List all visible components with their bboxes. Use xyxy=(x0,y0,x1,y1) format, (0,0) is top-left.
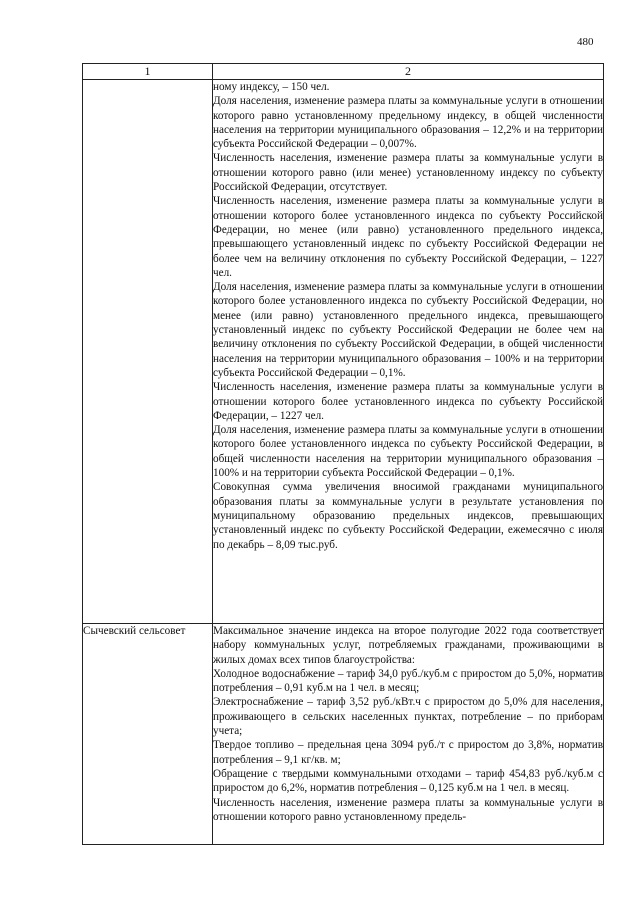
table-row xyxy=(83,80,604,624)
paragraph: Доля населения, изменение размера платы за коммунальные услуги в отношении которого более установленного индекса по субъекту Российской Федерации, в общей численности населения на территории муниципального образования – 100% и на территории субъекта Российской Федерации – 0,1%. xyxy=(213,424,603,480)
paragraph: Обращение с твердыми коммунальными отходами – тариф 454,83 руб./куб.м с приростом до 6,2%, норматив потребления – 0,125 куб.м на 1 чел. в месяц. xyxy=(213,767,603,795)
paragraph: Твердое топливо – предельная цена 3094 руб./т с приростом до 3,8%, норматив потребления – 9,1 кг/кв. м; xyxy=(213,739,603,766)
description-cell xyxy=(213,80,604,624)
municipality-name-cell xyxy=(83,80,213,624)
table-header-row xyxy=(83,64,604,80)
document-table xyxy=(82,63,604,845)
paragraph: Доля населения, изменение размера платы за коммунальные услуги в отношении которого равно установленному предельному индексу, в общей численности населения на территории муниципального образования – 12,2% и на территории субъекта Российской Федерации – 0,007%. xyxy=(213,95,603,151)
paragraph: Максимальное значение индекса на второе полугодие 2022 года соответствует набору коммунальных услуг, потребляемых гражданами, проживающими в жилых домах всех типов благоустройства: xyxy=(213,625,603,666)
paragraph: Электроснабжение – тариф 3,52 руб./кВт.ч с приростом до 5,0% для населения, проживающего в сельских населенных пунктах, потребление – по приборам учета; xyxy=(213,696,603,738)
municipality-name-cell: Сычевский сельсовет xyxy=(83,624,213,845)
page-number: 480 xyxy=(577,36,594,48)
paragraph: Численность населения, изменение размера платы за коммунальные услуги в отношении которого более установленного индекса по субъекту Российской Федерации, – 1227 чел. xyxy=(213,381,603,422)
paragraph: Холодное водоснабжение – тариф 34,0 руб./куб.м с приростом до 5,0%, норматив потребления – 0,91 куб.м на 1 чел. в месяц; xyxy=(213,667,603,695)
table-row xyxy=(83,624,604,845)
column-header-2: 2 xyxy=(213,64,604,80)
column-header-1: 1 xyxy=(83,64,213,80)
paragraph: Численность населения, изменение размера платы за коммунальные услуги в отношении которого более установленного индекса по субъекту Российской Федерации, но менее (или равно) установленного предельного индекса, превышающего установленный индекс по субъекту Российской Федерации не более чем на величину отклонения по субъекту Российской Федерации, – 1227 чел. xyxy=(213,195,603,279)
description-cell xyxy=(213,624,604,845)
paragraph: Доля населения, изменение размера платы за коммунальные услуги в отношении которого более установленного индекса по субъекту Российской Федерации, но менее (или равно) установленного предельного индекса, превышающего установленный индекс по субъекту Российской Федерации не более чем на величину отклонения по субъекту Российской Федерации, в общей численности населения на территории муниципального образования – 100% и на территории субъекта Российской Федерации – 0,1%. xyxy=(213,281,603,379)
paragraph: Численность населения, изменение размера платы за коммунальные услуги в отношении которого равно установленному предель- xyxy=(213,796,603,823)
paragraph: ному индексу, – 150 чел. xyxy=(213,81,330,93)
paragraph: Совокупная сумма увеличения вносимой гражданами муниципального образования платы за коммунальные услуги в результате установления по муниципальному образованию предельных индексов, превышающих установленный индекс по субъекту Российской Федерации, ежемесячно с июля по декабрь – 8,09 тыс.руб. xyxy=(213,481,603,551)
paragraph: Численность населения, изменение размера платы за коммунальные услуги в отношении которого равно (или менее) установленному индексу по субъекту Российской Федерации, отсутствует. xyxy=(213,152,603,194)
